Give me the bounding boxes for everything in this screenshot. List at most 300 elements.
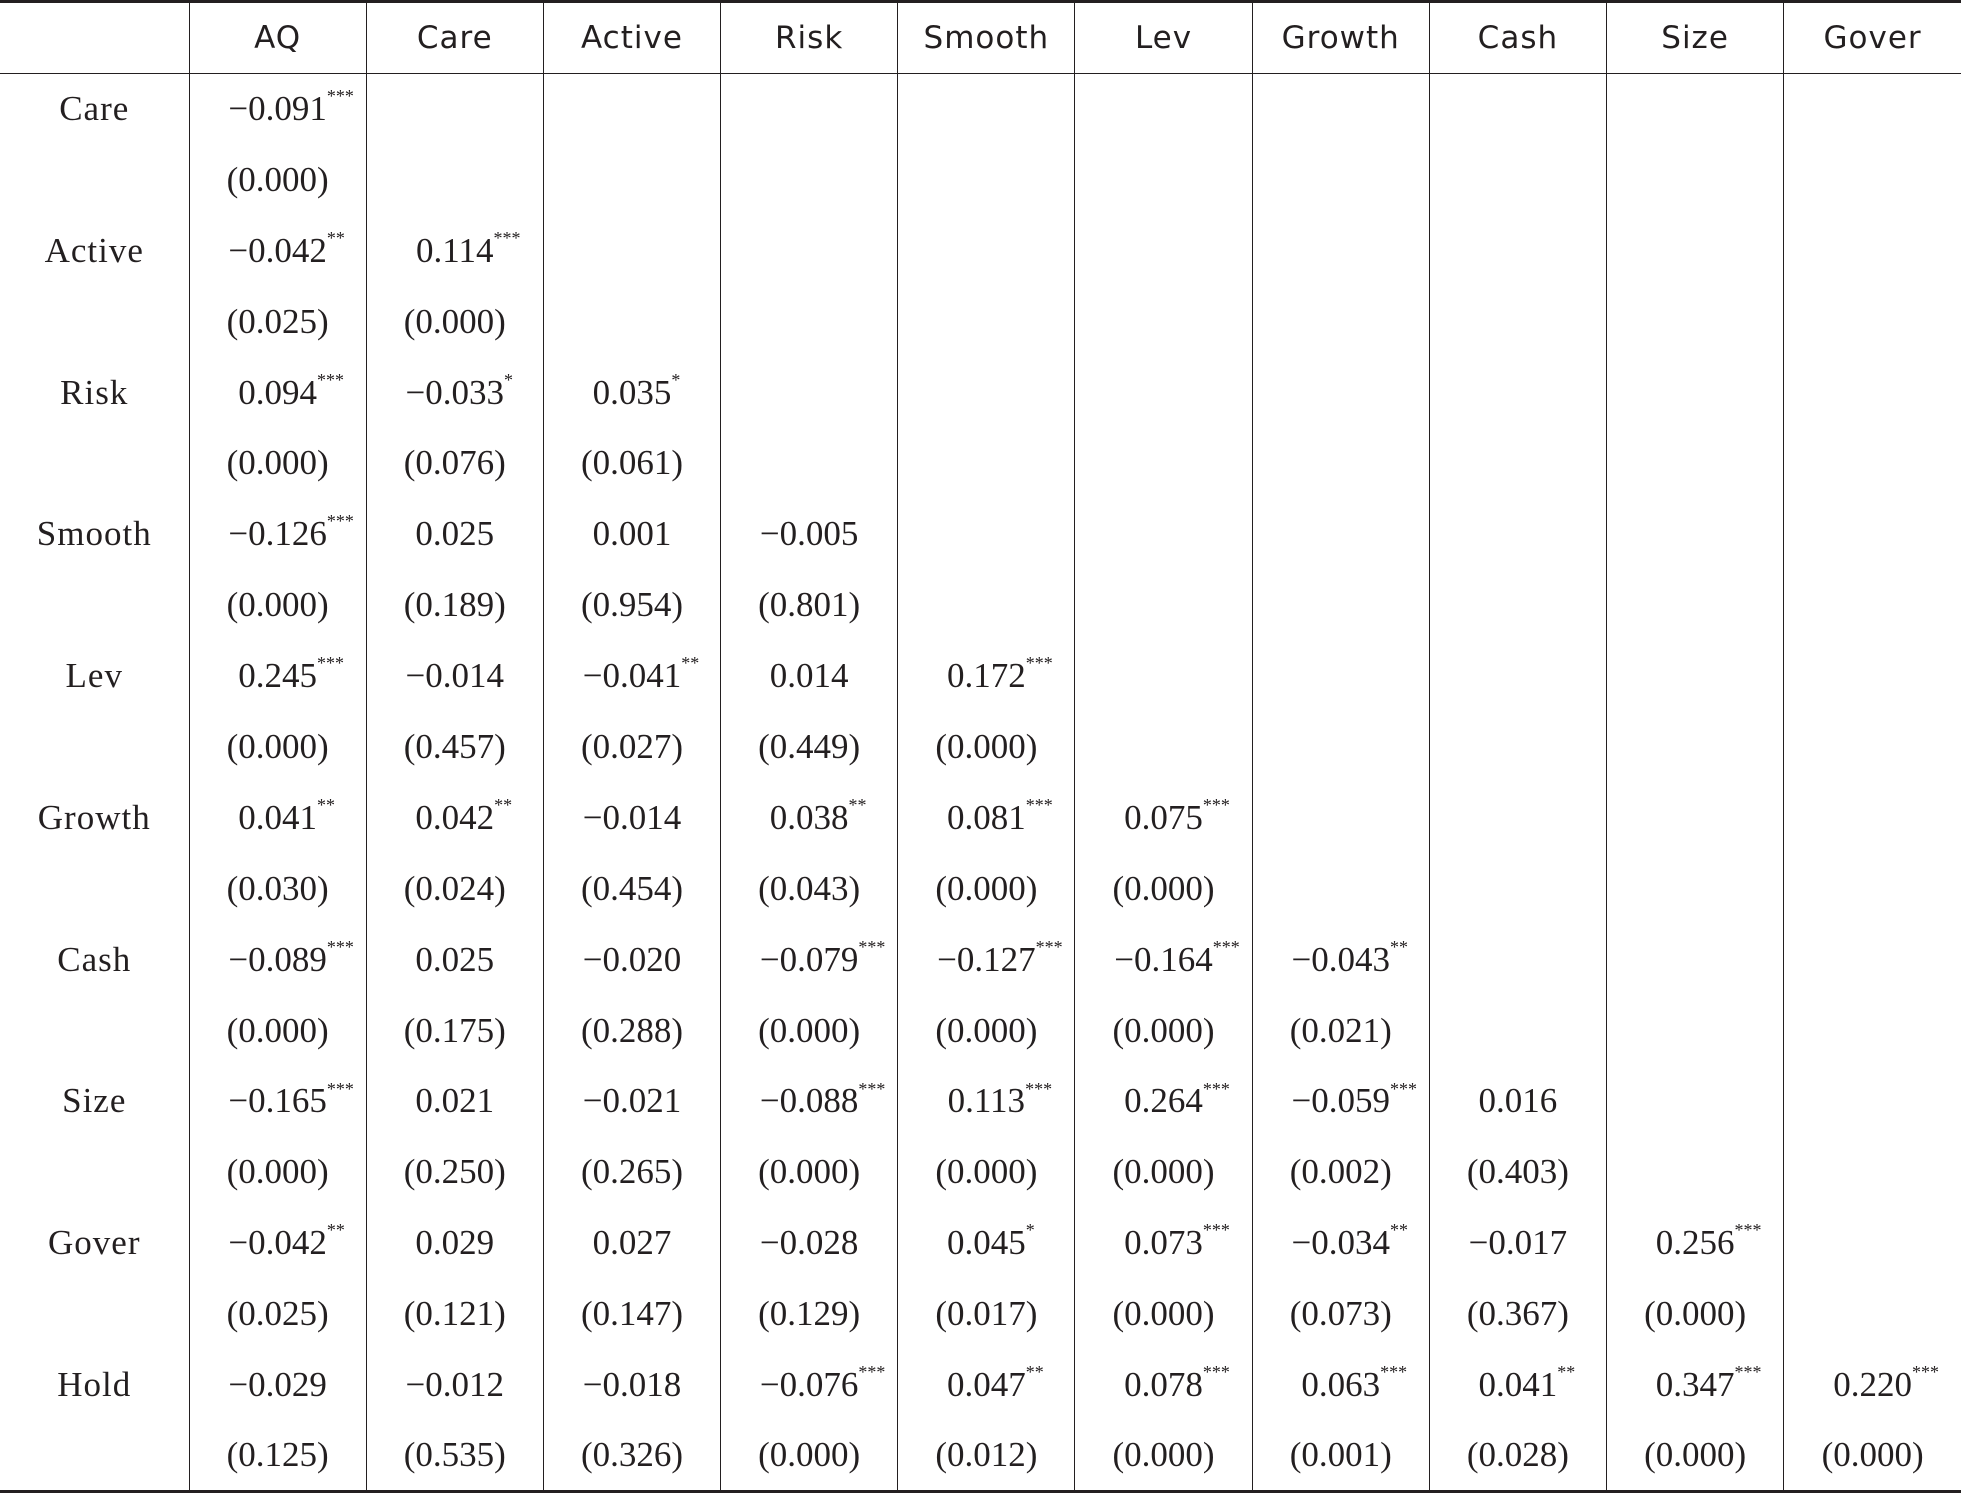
row-label-spacer	[0, 853, 189, 924]
significance-stars: **	[1389, 936, 1408, 957]
coefficient-value: 0.073	[1124, 1223, 1203, 1263]
pvalue-cell	[1429, 712, 1606, 783]
significance-stars: ***	[326, 86, 354, 107]
coefficient-value: −0.029	[228, 1364, 327, 1404]
coefficient-value: −0.091	[228, 89, 327, 129]
coefficient-value-group	[416, 227, 521, 271]
coefficient-value: −0.165	[228, 1081, 327, 1121]
row-label: Active	[44, 230, 144, 270]
coefficient-cell	[366, 1350, 543, 1421]
coefficient-cell	[1429, 782, 1606, 853]
coefficient-value-group	[415, 795, 513, 838]
pvalue-cell: (0.076)	[366, 428, 543, 499]
pvalue-cell: (0.025)	[189, 286, 366, 357]
coefficient-value-group	[1655, 1220, 1762, 1263]
coefficient-cell	[366, 1208, 543, 1279]
coefficient-value: −0.014	[582, 797, 682, 837]
coefficient-row	[0, 1350, 1961, 1421]
pvalue-cell	[1075, 286, 1252, 357]
pvalue-cell: (0.367)	[1429, 1279, 1606, 1350]
pvalue-cell	[1429, 570, 1606, 641]
coefficient-value-group	[405, 369, 514, 413]
coefficient-cell	[543, 782, 720, 853]
coefficient-cell	[189, 499, 366, 570]
pvalue-cell: (0.027)	[543, 712, 720, 783]
coefficient-cell	[1607, 641, 1784, 712]
row-label: Growth	[37, 797, 151, 837]
pvalue-cell: (0.288)	[543, 995, 720, 1066]
coefficient-cell	[1429, 1066, 1606, 1137]
coefficient-value-group	[228, 936, 354, 980]
coefficient-value-group	[583, 798, 682, 838]
significance-stars: ***	[858, 1078, 886, 1099]
coefficient-cell	[1784, 499, 1961, 570]
row-label: Risk	[60, 372, 129, 412]
pvalue-cell: (0.000)	[366, 286, 543, 357]
coefficient-cell	[1252, 1350, 1429, 1421]
coefficient-cell	[1429, 74, 1606, 145]
coefficient-cell	[898, 1208, 1075, 1279]
coefficient-value: 0.264	[1124, 1081, 1203, 1121]
coefficient-cell	[189, 924, 366, 995]
coefficient-value-group	[228, 1220, 345, 1263]
coefficient-cell	[1784, 782, 1961, 853]
pvalue-cell: (0.189)	[366, 570, 543, 641]
significance-stars: **	[326, 1220, 345, 1241]
pvalue-cell: (0.012)	[898, 1420, 1075, 1491]
coefficient-row	[0, 499, 1961, 570]
pvalue-cell: (0.000)	[721, 1420, 898, 1491]
pvalue-cell	[1784, 428, 1961, 499]
coefficient-value: −0.028	[759, 1223, 859, 1263]
coefficient-value: 0.047	[946, 1364, 1026, 1404]
coefficient-row	[0, 782, 1961, 853]
coefficient-cell	[721, 1208, 898, 1279]
pvalue-cell	[1607, 286, 1784, 357]
coefficient-value: −0.076	[759, 1364, 859, 1404]
pvalue-cell	[1784, 286, 1961, 357]
coefficient-cell	[1784, 1350, 1961, 1421]
pvalue-cell: (0.061)	[543, 428, 720, 499]
coefficient-value: −0.127	[937, 939, 1036, 979]
pvalue-cell	[1607, 853, 1784, 924]
coefficient-cell	[189, 1350, 366, 1421]
coefficient-value-group	[238, 653, 344, 696]
pvalue-cell	[1607, 1137, 1784, 1208]
pvalue-cell	[1429, 286, 1606, 357]
coefficient-row	[0, 1208, 1961, 1279]
coefficient-value-group	[582, 653, 700, 696]
row-label: Gover	[48, 1223, 141, 1263]
coefficient-cell	[1252, 782, 1429, 853]
coefficient-value-group	[946, 1362, 1044, 1405]
pvalue-cell	[1252, 712, 1429, 783]
pvalue-cell: (0.000)	[189, 1137, 366, 1208]
coefficient-value: 0.172	[946, 656, 1026, 696]
significance-stars: **	[1557, 1362, 1576, 1383]
coefficient-value-group	[415, 1223, 494, 1263]
significance-stars: ***	[858, 1362, 886, 1383]
coefficient-cell	[1607, 215, 1784, 286]
coefficient-cell	[721, 74, 898, 145]
column-header: Risk	[721, 2, 898, 74]
coefficient-cell	[1075, 1350, 1252, 1421]
coefficient-value: −0.012	[405, 1364, 505, 1404]
coefficient-cell	[721, 1066, 898, 1137]
coefficient-value: 0.001	[592, 514, 672, 554]
coefficient-cell	[1075, 641, 1252, 712]
pvalue-cell: (0.000)	[898, 1137, 1075, 1208]
significance-stars: ***	[493, 227, 521, 248]
row-label-spacer	[0, 144, 189, 215]
pvalue-cell: (0.000)	[898, 853, 1075, 924]
coefficient-cell	[1075, 215, 1252, 286]
coefficient-value: −0.017	[1468, 1223, 1568, 1263]
coefficient-value-group	[583, 1365, 682, 1405]
row-label-spacer	[0, 1420, 189, 1491]
coefficient-value: −0.126	[228, 514, 327, 554]
coefficient-value: 0.041	[1478, 1364, 1558, 1404]
coefficient-cell	[898, 74, 1075, 145]
significance-stars: ***	[326, 1078, 354, 1099]
coefficient-cell	[543, 74, 720, 145]
coefficient-cell	[898, 924, 1075, 995]
coefficient-value: −0.079	[759, 939, 859, 979]
pvalue-cell: (0.001)	[1252, 1420, 1429, 1491]
coefficient-value-group	[760, 1223, 859, 1263]
coefficient-value: 0.025	[415, 514, 495, 554]
pvalue-cell	[898, 570, 1075, 641]
coefficient-value-group	[238, 369, 344, 413]
significance-stars: ***	[1389, 1078, 1417, 1099]
coefficient-value-group	[759, 1362, 886, 1405]
coefficient-cell	[366, 357, 543, 428]
coefficient-cell	[721, 641, 898, 712]
coefficient-cell	[1075, 1208, 1252, 1279]
pvalue-cell: (0.000)	[1075, 995, 1252, 1066]
coefficient-value: 0.078	[1124, 1364, 1203, 1404]
pvalue-cell	[1607, 428, 1784, 499]
pvalue-cell	[1252, 144, 1429, 215]
coefficient-value-group	[760, 514, 859, 554]
coefficient-value: −0.018	[582, 1364, 682, 1404]
pvalue-cell	[1429, 853, 1606, 924]
coefficient-cell	[366, 1066, 543, 1137]
coefficient-cell	[366, 499, 543, 570]
pvalue-cell: (0.449)	[721, 712, 898, 783]
pvalue-cell: (0.000)	[189, 712, 366, 783]
pvalue-cell	[1252, 853, 1429, 924]
coefficient-value: 0.113	[947, 1081, 1026, 1121]
row-label-spacer	[0, 286, 189, 357]
coefficient-value: −0.042	[228, 1223, 327, 1263]
coefficient-value: 0.045	[946, 1223, 1026, 1263]
significance-stars: **	[1389, 1220, 1408, 1241]
coefficient-row	[0, 924, 1961, 995]
significance-stars: **	[1025, 1362, 1044, 1383]
coefficient-cell	[1429, 357, 1606, 428]
row-label: Hold	[57, 1364, 132, 1404]
pvalue-cell: (0.454)	[543, 853, 720, 924]
coefficient-value: 0.035	[592, 372, 672, 412]
coefficient-value-group	[1478, 1362, 1576, 1405]
pvalue-cell: (0.403)	[1429, 1137, 1606, 1208]
row-label-spacer	[0, 570, 189, 641]
coefficient-cell	[721, 357, 898, 428]
coefficient-value: 0.245	[238, 656, 317, 696]
row-label: Lev	[65, 656, 123, 696]
coefficient-value-group	[947, 1078, 1053, 1121]
coefficient-cell	[1784, 641, 1961, 712]
coefficient-cell	[1784, 924, 1961, 995]
pvalue-cell: (0.326)	[543, 1420, 720, 1491]
pvalue-row	[0, 570, 1961, 641]
coefficient-value: −0.034	[1291, 1223, 1390, 1263]
pvalue-cell: (0.000)	[1075, 853, 1252, 924]
coefficient-cell	[898, 1350, 1075, 1421]
pvalue-cell: (0.030)	[189, 853, 366, 924]
pvalue-cell: (0.535)	[366, 1420, 543, 1491]
coefficient-cell	[543, 1208, 720, 1279]
pvalue-cell: (0.043)	[721, 853, 898, 924]
coefficient-value-group	[415, 1081, 494, 1121]
coefficient-value-group	[759, 936, 886, 980]
coefficient-cell	[898, 641, 1075, 712]
pvalue-cell: (0.024)	[366, 853, 543, 924]
coefficient-cell	[1784, 215, 1961, 286]
row-label-spacer	[0, 995, 189, 1066]
significance-stars: ***	[1035, 936, 1063, 957]
coefficient-value-group	[1291, 1078, 1417, 1121]
table-body	[0, 74, 1961, 1492]
pvalue-cell: (0.000)	[721, 1137, 898, 1208]
coefficient-value-group	[1124, 1362, 1230, 1405]
pvalue-cell: (0.250)	[366, 1137, 543, 1208]
coefficient-value: 0.042	[415, 797, 495, 837]
significance-stars: **	[848, 795, 867, 816]
pvalue-cell	[898, 286, 1075, 357]
coefficient-value: 0.014	[769, 656, 849, 696]
pvalue-cell: (0.129)	[721, 1279, 898, 1350]
coefficient-cell	[1607, 499, 1784, 570]
coefficient-value-group	[946, 1220, 1035, 1263]
pvalue-cell: (0.000)	[1607, 1279, 1784, 1350]
pvalue-row	[0, 1137, 1961, 1208]
coefficient-value-group	[1479, 1081, 1558, 1121]
significance-stars: *	[1025, 1220, 1035, 1241]
significance-stars: **	[316, 795, 335, 816]
coefficient-cell	[898, 215, 1075, 286]
coefficient-cell	[1607, 782, 1784, 853]
row-label-spacer	[0, 428, 189, 499]
pvalue-cell: (0.000)	[189, 570, 366, 641]
coefficient-value: −0.043	[1291, 939, 1390, 979]
coefficient-cell	[721, 215, 898, 286]
pvalue-cell	[1784, 1279, 1961, 1350]
pvalue-cell	[721, 428, 898, 499]
row-label: Cash	[57, 939, 132, 979]
pvalue-cell	[721, 144, 898, 215]
significance-stars: ***	[326, 936, 354, 957]
coefficient-cell	[543, 641, 720, 712]
coefficient-cell	[721, 1350, 898, 1421]
pvalue-cell	[1429, 428, 1606, 499]
coefficient-value-group	[1291, 936, 1408, 980]
table-header	[0, 2, 1961, 74]
coefficient-cell	[1252, 924, 1429, 995]
coefficient-value-group	[228, 511, 354, 554]
coefficient-cell	[1075, 357, 1252, 428]
coefficient-value-group	[406, 1365, 505, 1405]
coefficient-cell	[1252, 215, 1429, 286]
coefficient-cell	[543, 924, 720, 995]
coefficient-value: 0.347	[1655, 1364, 1735, 1404]
pvalue-cell: (0.000)	[189, 144, 366, 215]
pvalue-cell	[1429, 144, 1606, 215]
row-label: Care	[59, 89, 130, 129]
coefficient-value: 0.094	[238, 372, 317, 412]
coefficient-value-group	[946, 795, 1053, 838]
coefficient-value-group	[1833, 1362, 1939, 1405]
significance-stars: ***	[316, 653, 344, 674]
coefficient-cell	[1075, 924, 1252, 995]
pvalue-cell	[1075, 712, 1252, 783]
pvalue-cell	[366, 144, 543, 215]
significance-stars: ***	[1734, 1220, 1762, 1241]
pvalue-cell: (0.175)	[366, 995, 543, 1066]
coefficient-cell	[189, 641, 366, 712]
pvalue-cell: (0.017)	[898, 1279, 1075, 1350]
coefficient-value: 0.016	[1478, 1081, 1558, 1121]
pvalue-row	[0, 712, 1961, 783]
row-label: Size	[62, 1081, 127, 1121]
pvalue-cell	[543, 286, 720, 357]
coefficient-value: −0.164	[1114, 939, 1213, 979]
coefficient-value-group	[415, 940, 494, 980]
coefficient-cell	[189, 782, 366, 853]
row-label-spacer	[0, 712, 189, 783]
pvalue-cell: (0.000)	[898, 995, 1075, 1066]
pvalue-cell: (0.000)	[1075, 1137, 1252, 1208]
coefficient-value-group	[1469, 1223, 1568, 1263]
coefficient-row	[0, 215, 1961, 286]
coefficient-value: 0.220	[1833, 1364, 1912, 1404]
coefficient-value-group	[592, 369, 681, 413]
pvalue-cell	[1784, 853, 1961, 924]
column-header: Smooth	[898, 2, 1075, 74]
coefficient-cell	[1607, 924, 1784, 995]
pvalue-cell	[1252, 570, 1429, 641]
column-header: Lev	[1075, 2, 1252, 74]
pvalue-cell	[898, 144, 1075, 215]
row-label-spacer	[0, 1279, 189, 1350]
pvalue-cell: (0.000)	[1075, 1420, 1252, 1491]
pvalue-cell: (0.000)	[189, 428, 366, 499]
pvalue-cell	[543, 144, 720, 215]
significance-stars: ***	[1911, 1362, 1939, 1383]
pvalue-cell: (0.801)	[721, 570, 898, 641]
coefficient-value: 0.114	[416, 230, 494, 270]
significance-stars: ***	[316, 369, 344, 390]
column-header: AQ	[189, 2, 366, 74]
pvalue-cell: (0.002)	[1252, 1137, 1429, 1208]
coefficient-cell	[898, 357, 1075, 428]
coefficient-cell	[1429, 1208, 1606, 1279]
significance-stars: ***	[1212, 936, 1240, 957]
pvalue-cell: (0.000)	[1607, 1420, 1784, 1491]
coefficient-cell	[1252, 499, 1429, 570]
coefficient-cell	[898, 499, 1075, 570]
pvalue-row	[0, 144, 1961, 215]
significance-stars: **	[326, 227, 345, 248]
significance-stars: ***	[858, 936, 886, 957]
significance-stars: **	[681, 653, 700, 674]
coefficient-cell	[1429, 1350, 1606, 1421]
coefficient-row	[0, 1066, 1961, 1137]
coefficient-cell	[1075, 1066, 1252, 1137]
coefficient-value: −0.041	[582, 656, 682, 696]
coefficient-value: −0.020	[582, 939, 682, 979]
pvalue-cell	[1784, 712, 1961, 783]
significance-stars: ***	[1380, 1362, 1408, 1383]
pvalue-cell	[1607, 995, 1784, 1066]
coefficient-cell	[1075, 74, 1252, 145]
coefficient-value-group	[770, 656, 849, 696]
coefficient-cell	[189, 357, 366, 428]
coefficient-cell	[1252, 357, 1429, 428]
coefficient-value-group	[415, 514, 494, 554]
coefficient-cell	[721, 924, 898, 995]
coefficient-value: 0.021	[415, 1081, 495, 1121]
column-header: Gover	[1784, 2, 1961, 74]
coefficient-value-group	[228, 227, 345, 271]
coefficient-cell	[189, 1066, 366, 1137]
pvalue-cell: (0.021)	[1252, 995, 1429, 1066]
coefficient-cell	[1429, 641, 1606, 712]
pvalue-cell	[721, 286, 898, 357]
coefficient-cell	[721, 499, 898, 570]
coefficient-cell	[1252, 74, 1429, 145]
coefficient-value: 0.081	[946, 797, 1026, 837]
significance-stars: **	[494, 795, 513, 816]
pvalue-cell: (0.000)	[721, 995, 898, 1066]
coefficient-value: 0.063	[1301, 1364, 1381, 1404]
coefficient-value: −0.089	[228, 939, 327, 979]
coefficient-cell	[1607, 1208, 1784, 1279]
header-corner-cell	[0, 2, 189, 74]
pvalue-cell	[1252, 286, 1429, 357]
coefficient-value-group	[406, 656, 505, 696]
coefficient-value-group	[228, 86, 354, 129]
coefficient-value: 0.041	[238, 797, 317, 837]
pvalue-cell: (0.028)	[1429, 1420, 1606, 1491]
column-header: Growth	[1252, 2, 1429, 74]
coefficient-value-group	[583, 1081, 682, 1121]
column-header: Cash	[1429, 2, 1606, 74]
coefficient-row	[0, 74, 1961, 145]
coefficient-row	[0, 641, 1961, 712]
pvalue-cell	[1075, 428, 1252, 499]
coefficient-cell	[1075, 499, 1252, 570]
coefficient-value-group	[1301, 1362, 1408, 1405]
pvalue-cell	[1784, 1137, 1961, 1208]
pvalue-cell	[1607, 570, 1784, 641]
coefficient-cell	[1784, 357, 1961, 428]
coefficient-cell	[366, 924, 543, 995]
pvalue-cell: (0.121)	[366, 1279, 543, 1350]
coefficient-value-group	[593, 1223, 672, 1263]
pvalue-cell: (0.265)	[543, 1137, 720, 1208]
